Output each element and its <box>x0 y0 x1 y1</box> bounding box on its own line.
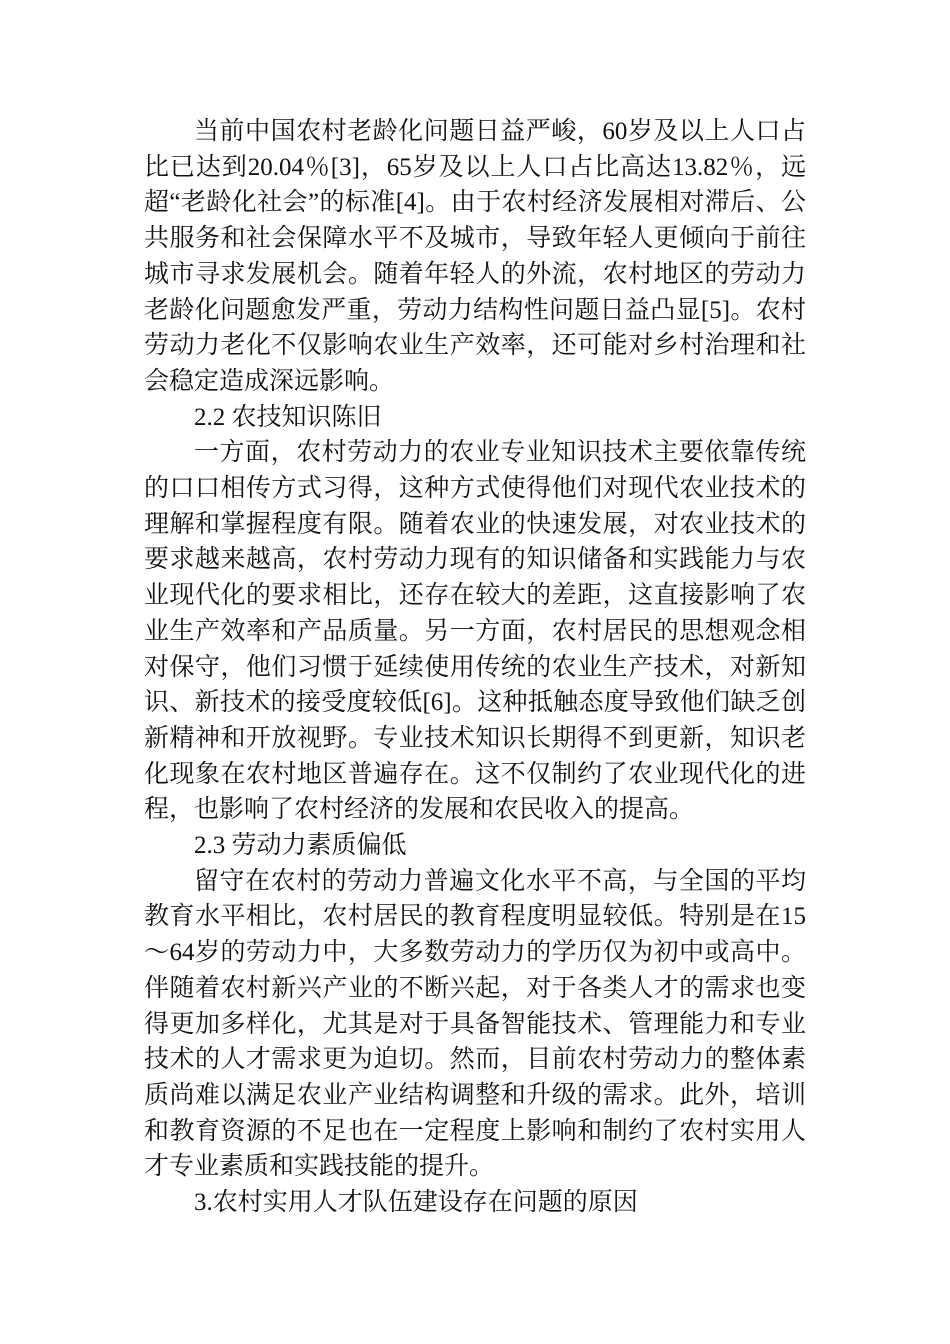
section-heading-2-3: 2.3 劳动力素质偏低 <box>194 832 407 860</box>
section-heading-2-2: 2.2 农技知识陈旧 <box>194 403 382 431</box>
document-body <box>144 114 806 1221</box>
section-heading-3: 3.农村实用人才队伍建设存在问题的原因 <box>194 1189 638 1217</box>
paragraph-quality: 留守在农村的劳动力普遍文化水平不高，与全国的平均教育水平相比，农村居民的教育程度明显较低。特别是在15～64岁的劳动力中，大多数劳动力的学历仅为初中或高中。伴随着农村新兴产业的不断兴起，对于各类人才的需求也变得更加多样化，尤其是对于具备智能技术、管理能力和专业技术的人才需求更为迫切。然而，目前农村劳动力的整体素质尚难以满足农业产业结构调整和升级的需求。此外，培训和教育资源的不足也在一定程度上影响和制约了农村实用人才专业素质和实践技能的提升。 <box>144 867 806 1181</box>
paragraph-aging: 当前中国农村老龄化问题日益严峻，60岁及以上人口占比已达到20.04％[3]，65岁及以上人口占比高达13.82％，远超“老龄化社会”的标准[4]。由于农村经济发展相对滞后、公共服务和社会保障水平不及城市，导致年轻人更倾向于前往城市寻求发展机会。随着年轻人的外流，农村地区的劳动力老龄化问题愈发严重，劳动力结构性问题日益凸显[5]。农村劳动力老化不仅影响农业生产效率，还可能对乡村治理和社会稳定造成深远影响。 <box>144 118 806 395</box>
paragraph-knowledge: 一方面，农村劳动力的农业专业知识技术主要依靠传统的口口相传方式习得，这种方式使得他们对现代农业技术的理解和掌握程度有限。随着农业的快速发展，对农业技术的要求越来越高，农村劳动力现有的知识储备和实践能力与农业现代化的要求相比，还存在较大的差距，这直接影响了农业生产效率和产品质量。另一方面，农村居民的思想观念相对保守，他们习惯于延续使用传统的农业生产技术，对新知识、新技术的接受度较低[6]。这种抵触态度导致他们缺乏创新精神和开放视野。专业技术知识长期得不到更新，知识老化现象在农村地区普遍存在。这不仅制约了农业现代化的进程，也影响了农村经济的发展和农民收入的提高。 <box>144 439 806 824</box>
